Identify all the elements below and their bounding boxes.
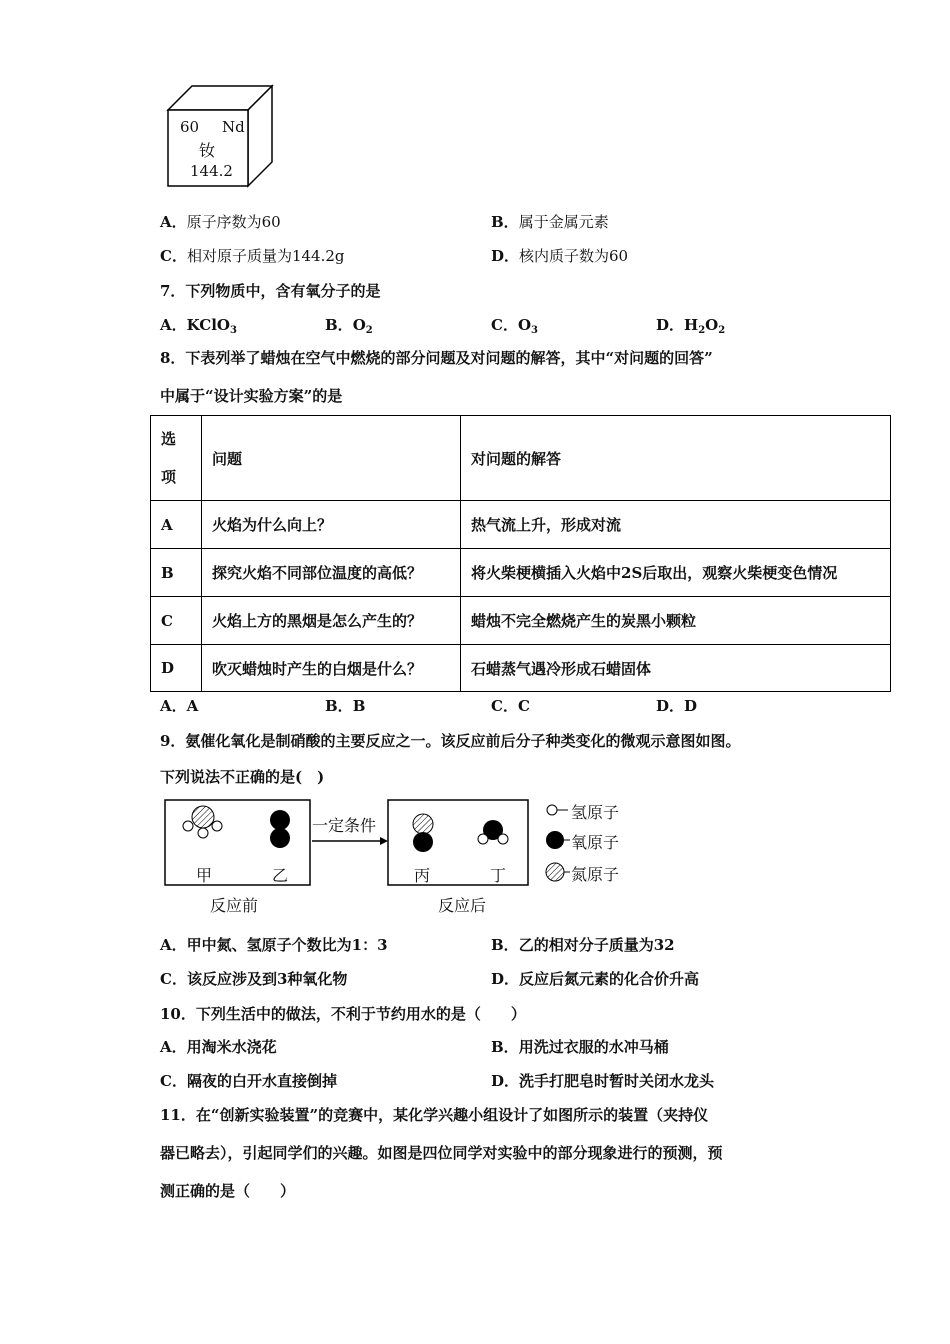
arrow-label: 一定条件 (312, 816, 377, 835)
q7-option-c: C．$O_3$ (491, 316, 538, 336)
q6-option-b: B．属于金属元素 (491, 213, 609, 231)
reaction-diagram (160, 795, 640, 890)
q9-option-d: D．反应后氮元素的化合价升高 (491, 970, 700, 988)
row-question: 探究火焰不同部位温度的高低？ (202, 549, 461, 597)
label-jia: 甲 (196, 866, 213, 885)
q6-option-c: C．相对原子质量为144.2g (160, 247, 345, 265)
q8-option-a: A．A (160, 697, 199, 715)
header-option: 选 项 (151, 416, 202, 501)
q8-stem-line2: 中属于“设计实验方案”的是 (160, 387, 343, 405)
legend-oxygen (546, 831, 570, 849)
header-question: 问题 (202, 416, 461, 501)
caption-before: 反应前 (210, 896, 259, 915)
label-bing: 丙 (414, 866, 431, 885)
q9-option-c: C．该反应涉及到3种氧化物 (160, 970, 348, 988)
q8-option-b: B．B (325, 697, 366, 715)
element-symbol: Nd (222, 118, 245, 136)
row-option: B (151, 549, 202, 597)
table-row (151, 501, 891, 549)
row-answer: 热气流上升，形成对流 (461, 501, 891, 549)
header-answer: 对问题的解答 (461, 416, 891, 501)
q10-option-b: B．用洗过衣服的水冲马桶 (491, 1038, 669, 1056)
element-atomic-number: 60 (180, 118, 200, 136)
row-question: 火焰上方的黑烟是怎么产生的？ (202, 597, 461, 645)
q10-option-c: C．隔夜的白开水直接倒掉 (160, 1072, 337, 1090)
caption-after: 反应后 (438, 896, 487, 915)
element-mass: 144.2 (190, 162, 233, 180)
table-row (151, 549, 891, 597)
label-ding: 丁 (490, 866, 507, 885)
q10-option-a: A．用淘米水浇花 (160, 1038, 277, 1056)
legend-oxygen-label: 氧原子 (571, 833, 620, 852)
table-row (151, 597, 891, 645)
q7-stem: 7．下列物质中，含有氧分子的是 (160, 282, 381, 300)
q8-option-c: C．C (491, 697, 530, 715)
row-answer: 蜡烛不完全燃烧产生的炭黑小颗粒 (461, 597, 891, 645)
table-header-row (151, 416, 891, 501)
element-name: 钕 (199, 141, 216, 160)
legend-nitrogen (546, 863, 570, 881)
table-row (151, 645, 891, 692)
legend-nitrogen-label: 氮原子 (571, 865, 620, 884)
row-option: C (151, 597, 202, 645)
q11-stem-line1: 11．在“创新实验装置”的竞赛中，某化学兴趣小组设计了如图所示的装置（夹持仪 (160, 1106, 709, 1124)
row-option: A (151, 501, 202, 549)
q9-option-b: B．乙的相对分子质量为32 (491, 936, 675, 954)
q11-stem-line2: 器已略去），引起同学们的兴趣。如图是四位同学对实验中的部分现象进行的预测，预 (160, 1144, 723, 1162)
q6-option-a: A．原子序数为60 (160, 213, 281, 231)
q11-stem-line3: 测正确的是（ ） (160, 1182, 296, 1200)
row-question: 吹灭蜡烛时产生的白烟是什么？ (202, 645, 461, 692)
row-answer: 将火柴梗横插入火焰中2S后取出，观察火柴梗变色情况 (461, 549, 891, 597)
q7-option-a: A．KClO$_3$ (160, 316, 237, 336)
q7-option-d: D．$H_2O_2$ (656, 316, 726, 336)
row-option: D (151, 645, 202, 692)
q9-option-a: A．甲中氮、氢原子个数比为1：3 (160, 936, 388, 954)
q9-stem-line2: 下列说法不正确的是( ) (160, 768, 325, 786)
q6-option-d: D．核内质子数为60 (491, 247, 629, 265)
q8-table (150, 415, 891, 692)
row-question: 火焰为什么向上？ (202, 501, 461, 549)
legend-hydrogen-label: 氢原子 (571, 803, 620, 822)
legend-hydrogen (547, 805, 568, 815)
q8-option-d: D．D (656, 697, 698, 715)
q9-stem-line1: 9．氨催化氧化是制硝酸的主要反应之一。该反应前后分子种类变化的微观示意图如图。 (160, 732, 741, 750)
q10-option-d: D．洗手打肥皂时暂时关闭水龙头 (491, 1072, 715, 1090)
row-answer: 石蜡蒸气遇冷形成石蜡固体 (461, 645, 891, 692)
q8-stem-line1: 8．下表列举了蜡烛在空气中燃烧的部分问题及对问题的解答，其中“对问题的回答” (160, 349, 713, 367)
q7-option-b: B．$O_2$ (325, 316, 373, 336)
label-yi: 乙 (272, 866, 289, 885)
q10-stem: 10．下列生活中的做法，不利于节约用水的是（ ） (160, 1005, 526, 1023)
